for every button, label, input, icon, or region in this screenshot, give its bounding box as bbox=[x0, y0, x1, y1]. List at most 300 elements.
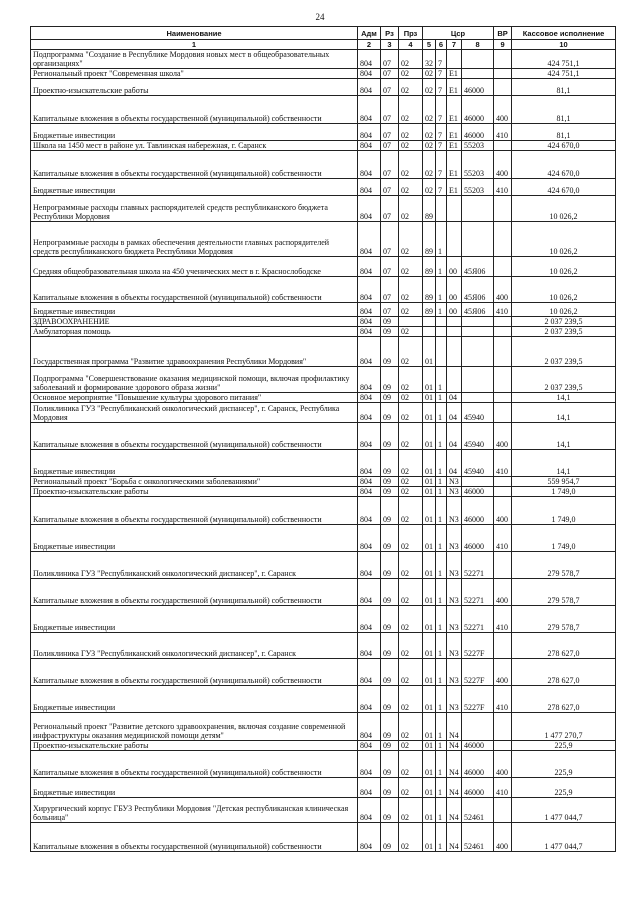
row-name: Бюджетные инвестиции bbox=[31, 525, 358, 552]
row-code-cell: 1 bbox=[436, 497, 447, 525]
table-row bbox=[31, 497, 616, 525]
row-code-cell: 5227F bbox=[462, 686, 494, 713]
row-cash-value: 10 026,2 bbox=[512, 222, 616, 257]
table-row bbox=[31, 96, 616, 124]
row-code-cell: 1 bbox=[436, 367, 447, 393]
row-code-cell: 00 bbox=[447, 303, 462, 317]
table-row bbox=[31, 124, 616, 141]
row-code-cell: 410 bbox=[494, 525, 512, 552]
row-name: Капитальные вложения в объекты государственной (муниципальной) собственности bbox=[31, 579, 358, 606]
row-code-cell: 1 bbox=[436, 633, 447, 659]
row-code-cell: 09 bbox=[381, 450, 399, 477]
row-name: ЗДРАВООХРАНЕНИЕ bbox=[31, 317, 358, 327]
table-row bbox=[31, 393, 616, 403]
col-number: 8 bbox=[462, 40, 494, 50]
row-cash-value: 14,1 bbox=[512, 403, 616, 423]
table-row bbox=[31, 303, 616, 317]
row-name: Капитальные вложения в объекты государственной (муниципальной) собственности bbox=[31, 659, 358, 686]
row-code-cell: 09 bbox=[381, 751, 399, 778]
row-code-cell: 01 bbox=[423, 525, 436, 552]
row-code-cell: 02 bbox=[399, 367, 423, 393]
row-code-cell: 02 bbox=[423, 141, 436, 151]
row-code-cell: N3 bbox=[447, 579, 462, 606]
row-code-cell: 01 bbox=[423, 751, 436, 778]
row-code-cell: 02 bbox=[399, 124, 423, 141]
row-code-cell: 1 bbox=[436, 303, 447, 317]
table-row bbox=[31, 579, 616, 606]
table-row bbox=[31, 257, 616, 277]
row-name: Подпрограмма "Создание в Республике Мордовия новых мест в общеобразовательных организациях" bbox=[31, 50, 358, 69]
table-row bbox=[31, 751, 616, 778]
col-number: 9 bbox=[494, 40, 512, 50]
row-code-cell: 00 bbox=[447, 277, 462, 303]
row-cash-value: 278 627,0 bbox=[512, 633, 616, 659]
row-cash-value: 14,1 bbox=[512, 393, 616, 403]
row-code-cell: 804 bbox=[358, 487, 381, 497]
row-cash-value: 10 026,2 bbox=[512, 303, 616, 317]
row-code-cell: 02 bbox=[399, 393, 423, 403]
row-code-cell: 1 bbox=[436, 277, 447, 303]
row-name: Средняя общеобразовательная школа на 450 ученических мест в г. Краснослободске bbox=[31, 257, 358, 277]
row-code-cell: 410 bbox=[494, 124, 512, 141]
table-row bbox=[31, 317, 616, 327]
row-name: Поликлиника ГУЗ "Республиканский онкологический диспансер", г. Саранск, Республика Мордовия bbox=[31, 403, 358, 423]
row-code-cell: 804 bbox=[358, 393, 381, 403]
row-name: Бюджетные инвестиции bbox=[31, 606, 358, 633]
row-code-cell: 04 bbox=[447, 403, 462, 423]
row-code-cell: 804 bbox=[358, 277, 381, 303]
row-code-cell: 804 bbox=[358, 633, 381, 659]
table-row bbox=[31, 69, 616, 79]
row-code-cell bbox=[399, 317, 423, 327]
row-code-cell: 02 bbox=[423, 96, 436, 124]
row-name: Поликлиника ГУЗ "Республиканский онкологический диспансер", г. Саранск bbox=[31, 633, 358, 659]
row-code-cell: 45940 bbox=[462, 423, 494, 450]
row-code-cell: 02 bbox=[399, 487, 423, 497]
row-code-cell bbox=[447, 317, 462, 327]
row-cash-value: 2 037 239,5 bbox=[512, 367, 616, 393]
row-code-cell: E1 bbox=[447, 141, 462, 151]
row-code-cell: 400 bbox=[494, 277, 512, 303]
row-code-cell bbox=[494, 317, 512, 327]
row-code-cell: 55203 bbox=[462, 151, 494, 179]
row-code-cell: 1 bbox=[436, 423, 447, 450]
row-code-cell: 02 bbox=[399, 497, 423, 525]
row-name: Подпрограмма "Совершенствование оказания медицинской помощи, включая профилактику заболеваний и формирование здорового образа жизни" bbox=[31, 367, 358, 393]
row-code-cell bbox=[494, 552, 512, 579]
row-code-cell: 07 bbox=[381, 277, 399, 303]
row-name: Хирургический корпус ГБУЗ Республики Мордовия "Детская республиканская клиническая больница" bbox=[31, 798, 358, 823]
row-code-cell: 01 bbox=[423, 337, 436, 367]
row-code-cell: 804 bbox=[358, 686, 381, 713]
header-prz: Прз bbox=[399, 27, 423, 40]
row-name: Непрограммные расходы в рамках обеспечения деятельности главных распорядителей средств республиканского бюджета Республики Мордовия bbox=[31, 222, 358, 257]
row-code-cell: 1 bbox=[436, 450, 447, 477]
row-code-cell: 7 bbox=[436, 50, 447, 69]
row-code-cell bbox=[447, 50, 462, 69]
row-code-cell: 32 bbox=[423, 50, 436, 69]
row-name: Капитальные вложения в объекты государственной (муниципальной) собственности bbox=[31, 751, 358, 778]
header-adm: Адм bbox=[358, 27, 381, 40]
row-code-cell: 1 bbox=[436, 686, 447, 713]
row-code-cell: 07 bbox=[381, 257, 399, 277]
row-code-cell: 01 bbox=[423, 633, 436, 659]
row-code-cell bbox=[462, 222, 494, 257]
row-code-cell: 07 bbox=[381, 303, 399, 317]
row-cash-value: 225,9 bbox=[512, 741, 616, 751]
row-cash-value: 278 627,0 bbox=[512, 686, 616, 713]
row-code-cell: N4 bbox=[447, 798, 462, 823]
row-code-cell: 46000 bbox=[462, 497, 494, 525]
header-row bbox=[31, 27, 616, 40]
row-code-cell: 410 bbox=[494, 303, 512, 317]
row-code-cell: 7 bbox=[436, 151, 447, 179]
row-code-cell: 01 bbox=[423, 686, 436, 713]
row-code-cell: 804 bbox=[358, 50, 381, 69]
row-cash-value: 10 026,2 bbox=[512, 257, 616, 277]
row-code-cell: 46000 bbox=[462, 751, 494, 778]
row-code-cell: 1 bbox=[436, 823, 447, 852]
row-code-cell bbox=[494, 141, 512, 151]
row-code-cell: 09 bbox=[381, 579, 399, 606]
row-code-cell: 07 bbox=[381, 151, 399, 179]
row-name: Проектно-изыскательские работы bbox=[31, 487, 358, 497]
table-row bbox=[31, 141, 616, 151]
table-row bbox=[31, 403, 616, 423]
row-code-cell: 09 bbox=[381, 337, 399, 367]
page-number: 24 bbox=[315, 12, 325, 22]
row-code-cell: 46000 bbox=[462, 96, 494, 124]
row-code-cell: 09 bbox=[381, 403, 399, 423]
row-code-cell: 07 bbox=[381, 124, 399, 141]
row-code-cell: 09 bbox=[381, 477, 399, 487]
row-code-cell: 07 bbox=[381, 69, 399, 79]
row-code-cell: 55203 bbox=[462, 179, 494, 196]
row-code-cell: 09 bbox=[381, 823, 399, 852]
row-code-cell: 02 bbox=[399, 69, 423, 79]
table-row bbox=[31, 606, 616, 633]
row-code-cell: 804 bbox=[358, 327, 381, 337]
row-code-cell bbox=[494, 327, 512, 337]
table-row bbox=[31, 450, 616, 477]
row-code-cell: 45940 bbox=[462, 450, 494, 477]
row-code-cell: 804 bbox=[358, 367, 381, 393]
row-code-cell: 46000 bbox=[462, 741, 494, 751]
row-code-cell: 1 bbox=[436, 525, 447, 552]
row-code-cell: 02 bbox=[399, 741, 423, 751]
row-code-cell: 804 bbox=[358, 713, 381, 741]
row-code-cell: 02 bbox=[399, 477, 423, 487]
row-code-cell: 804 bbox=[358, 477, 381, 487]
row-cash-value: 10 026,2 bbox=[512, 196, 616, 222]
row-code-cell: N3 bbox=[447, 525, 462, 552]
row-code-cell: 55203 bbox=[462, 141, 494, 151]
row-code-cell: 02 bbox=[399, 659, 423, 686]
row-code-cell: 45940 bbox=[462, 403, 494, 423]
row-cash-value: 1 749,0 bbox=[512, 487, 616, 497]
row-code-cell: 01 bbox=[423, 798, 436, 823]
row-code-cell bbox=[494, 79, 512, 96]
row-cash-value: 81,1 bbox=[512, 79, 616, 96]
row-code-cell: 09 bbox=[381, 659, 399, 686]
row-code-cell: N3 bbox=[447, 487, 462, 497]
row-code-cell: 89 bbox=[423, 277, 436, 303]
row-code-cell: 1 bbox=[436, 751, 447, 778]
row-code-cell bbox=[494, 487, 512, 497]
row-code-cell: 46000 bbox=[462, 79, 494, 96]
row-code-cell: 02 bbox=[399, 257, 423, 277]
row-code-cell: 45Я06 bbox=[462, 303, 494, 317]
row-name: Капитальные вложения в объекты государственной (муниципальной) собственности bbox=[31, 497, 358, 525]
row-code-cell: 00 bbox=[447, 257, 462, 277]
row-code-cell: 45Я06 bbox=[462, 257, 494, 277]
row-code-cell: 09 bbox=[381, 686, 399, 713]
table-row bbox=[31, 659, 616, 686]
table-row bbox=[31, 179, 616, 196]
row-code-cell: 804 bbox=[358, 69, 381, 79]
row-code-cell: 7 bbox=[436, 124, 447, 141]
row-code-cell: 804 bbox=[358, 423, 381, 450]
row-code-cell: 804 bbox=[358, 303, 381, 317]
row-cash-value: 1 749,0 bbox=[512, 497, 616, 525]
row-cash-value: 279 578,7 bbox=[512, 579, 616, 606]
row-cash-value: 2 037 239,5 bbox=[512, 327, 616, 337]
row-code-cell: 804 bbox=[358, 196, 381, 222]
row-code-cell: 410 bbox=[494, 778, 512, 798]
row-code-cell: 01 bbox=[423, 497, 436, 525]
row-cash-value: 424 670,0 bbox=[512, 141, 616, 151]
row-name: Бюджетные инвестиции bbox=[31, 303, 358, 317]
header-name: Наименование bbox=[31, 27, 358, 40]
row-code-cell bbox=[436, 196, 447, 222]
row-code-cell: 02 bbox=[399, 303, 423, 317]
row-code-cell bbox=[462, 367, 494, 393]
table-row bbox=[31, 713, 616, 741]
row-code-cell: 02 bbox=[423, 124, 436, 141]
row-name: Бюджетные инвестиции bbox=[31, 124, 358, 141]
row-code-cell bbox=[494, 196, 512, 222]
row-code-cell: 410 bbox=[494, 606, 512, 633]
table-row bbox=[31, 525, 616, 552]
row-cash-value: 424 751,1 bbox=[512, 69, 616, 79]
row-cash-value: 1 477 044,7 bbox=[512, 798, 616, 823]
row-code-cell: 02 bbox=[399, 50, 423, 69]
row-name: Поликлиника ГУЗ "Республиканский онкологический диспансер", г. Саранск bbox=[31, 552, 358, 579]
row-code-cell: 804 bbox=[358, 179, 381, 196]
row-code-cell bbox=[462, 196, 494, 222]
row-code-cell: 1 bbox=[436, 741, 447, 751]
row-code-cell: 7 bbox=[436, 141, 447, 151]
row-code-cell: E1 bbox=[447, 79, 462, 96]
row-code-cell: 04 bbox=[447, 423, 462, 450]
row-code-cell: 09 bbox=[381, 367, 399, 393]
header-rz: Рз bbox=[381, 27, 399, 40]
row-code-cell: 09 bbox=[381, 552, 399, 579]
row-code-cell: 09 bbox=[381, 327, 399, 337]
row-name: Капитальные вложения в объекты государственной (муниципальной) собственности bbox=[31, 96, 358, 124]
row-code-cell bbox=[494, 222, 512, 257]
row-code-cell: 09 bbox=[381, 606, 399, 633]
table-row bbox=[31, 633, 616, 659]
row-name: Капитальные вложения в объекты государственной (муниципальной) собственности bbox=[31, 823, 358, 852]
row-code-cell bbox=[494, 393, 512, 403]
row-code-cell bbox=[494, 69, 512, 79]
row-code-cell: 1 bbox=[436, 222, 447, 257]
row-code-cell: 400 bbox=[494, 823, 512, 852]
row-code-cell: N3 bbox=[447, 497, 462, 525]
row-code-cell: 02 bbox=[399, 179, 423, 196]
row-cash-value: 278 627,0 bbox=[512, 659, 616, 686]
row-code-cell: 01 bbox=[423, 367, 436, 393]
row-code-cell: 09 bbox=[381, 487, 399, 497]
row-code-cell bbox=[462, 337, 494, 367]
table-row bbox=[31, 79, 616, 96]
row-code-cell: 804 bbox=[358, 823, 381, 852]
row-code-cell: 02 bbox=[399, 633, 423, 659]
row-code-cell: 46000 bbox=[462, 525, 494, 552]
row-name: Бюджетные инвестиции bbox=[31, 179, 358, 196]
row-code-cell: 01 bbox=[423, 450, 436, 477]
row-code-cell: 410 bbox=[494, 450, 512, 477]
row-code-cell: 02 bbox=[399, 606, 423, 633]
table-row bbox=[31, 798, 616, 823]
table-row bbox=[31, 337, 616, 367]
row-code-cell: 1 bbox=[436, 477, 447, 487]
table-row bbox=[31, 552, 616, 579]
row-code-cell: 45Я06 bbox=[462, 277, 494, 303]
row-code-cell: 04 bbox=[447, 393, 462, 403]
row-code-cell bbox=[494, 403, 512, 423]
row-name: Бюджетные инвестиции bbox=[31, 686, 358, 713]
row-code-cell: E1 bbox=[447, 69, 462, 79]
row-code-cell: 02 bbox=[399, 327, 423, 337]
row-code-cell: 07 bbox=[381, 179, 399, 196]
row-cash-value: 424 670,0 bbox=[512, 179, 616, 196]
row-code-cell: 01 bbox=[423, 741, 436, 751]
row-cash-value: 81,1 bbox=[512, 96, 616, 124]
row-code-cell: 09 bbox=[381, 798, 399, 823]
row-code-cell bbox=[462, 713, 494, 741]
row-code-cell: 09 bbox=[381, 393, 399, 403]
row-code-cell: 804 bbox=[358, 659, 381, 686]
row-code-cell: 410 bbox=[494, 686, 512, 713]
row-name: Бюджетные инвестиции bbox=[31, 778, 358, 798]
row-cash-value: 1 477 270,7 bbox=[512, 713, 616, 741]
row-code-cell: 1 bbox=[436, 606, 447, 633]
row-code-cell: 804 bbox=[358, 450, 381, 477]
row-code-cell: E1 bbox=[447, 179, 462, 196]
table-row bbox=[31, 151, 616, 179]
col-number: 1 bbox=[31, 40, 358, 50]
row-code-cell: 02 bbox=[399, 403, 423, 423]
row-code-cell: 02 bbox=[399, 778, 423, 798]
row-code-cell: N3 bbox=[447, 659, 462, 686]
row-name: Капитальные вложения в объекты государственной (муниципальной) собственности bbox=[31, 151, 358, 179]
table-row bbox=[31, 327, 616, 337]
row-code-cell: 804 bbox=[358, 141, 381, 151]
row-code-cell: 01 bbox=[423, 713, 436, 741]
row-code-cell: 1 bbox=[436, 487, 447, 497]
row-code-cell: 89 bbox=[423, 303, 436, 317]
row-code-cell: 804 bbox=[358, 403, 381, 423]
row-code-cell bbox=[436, 337, 447, 367]
row-code-cell: N3 bbox=[447, 686, 462, 713]
col-number: 3 bbox=[381, 40, 399, 50]
row-code-cell: 07 bbox=[381, 50, 399, 69]
row-cash-value: 279 578,7 bbox=[512, 552, 616, 579]
table-row bbox=[31, 196, 616, 222]
row-name: Капитальные вложения в объекты государственной (муниципальной) собственности bbox=[31, 277, 358, 303]
row-cash-value: 225,9 bbox=[512, 778, 616, 798]
header-cash: Кассовое исполнение bbox=[512, 27, 616, 40]
row-code-cell: 01 bbox=[423, 778, 436, 798]
row-code-cell bbox=[494, 337, 512, 367]
table-row bbox=[31, 778, 616, 798]
row-code-cell: 01 bbox=[423, 477, 436, 487]
row-cash-value: 1 749,0 bbox=[512, 525, 616, 552]
row-name: Основное мероприятие "Повышение культуры здорового питания" bbox=[31, 393, 358, 403]
row-code-cell: 1 bbox=[436, 713, 447, 741]
row-code-cell: 804 bbox=[358, 525, 381, 552]
row-code-cell: 1 bbox=[436, 552, 447, 579]
row-code-cell: 1 bbox=[436, 778, 447, 798]
row-code-cell: 02 bbox=[399, 423, 423, 450]
row-code-cell: 400 bbox=[494, 96, 512, 124]
col-number: 6 bbox=[436, 40, 447, 50]
header-vr: ВР bbox=[494, 27, 512, 40]
row-code-cell: 52461 bbox=[462, 823, 494, 852]
row-code-cell: 09 bbox=[381, 713, 399, 741]
table-row bbox=[31, 50, 616, 69]
row-code-cell bbox=[462, 69, 494, 79]
row-code-cell bbox=[423, 327, 436, 337]
row-code-cell: 07 bbox=[381, 222, 399, 257]
row-code-cell: 89 bbox=[423, 257, 436, 277]
row-name: Бюджетные инвестиции bbox=[31, 450, 358, 477]
row-code-cell: 1 bbox=[436, 257, 447, 277]
row-cash-value: 279 578,7 bbox=[512, 606, 616, 633]
row-code-cell: 02 bbox=[399, 450, 423, 477]
row-cash-value: 14,1 bbox=[512, 450, 616, 477]
row-code-cell: N4 bbox=[447, 713, 462, 741]
row-code-cell: 804 bbox=[358, 741, 381, 751]
row-code-cell: N3 bbox=[447, 552, 462, 579]
row-name: Государственная программа "Развитие здравоохранения Республики Мордовия" bbox=[31, 337, 358, 367]
row-code-cell: 400 bbox=[494, 659, 512, 686]
row-code-cell bbox=[447, 367, 462, 393]
row-code-cell bbox=[494, 713, 512, 741]
row-cash-value: 424 670,0 bbox=[512, 151, 616, 179]
row-code-cell: 01 bbox=[423, 579, 436, 606]
row-code-cell bbox=[436, 327, 447, 337]
row-code-cell bbox=[494, 741, 512, 751]
row-code-cell: 52271 bbox=[462, 606, 494, 633]
row-code-cell: 02 bbox=[423, 79, 436, 96]
row-code-cell: 46000 bbox=[462, 124, 494, 141]
row-code-cell: 02 bbox=[399, 96, 423, 124]
row-cash-value: 2 037 239,5 bbox=[512, 337, 616, 367]
row-code-cell: 400 bbox=[494, 579, 512, 606]
row-cash-value: 81,1 bbox=[512, 124, 616, 141]
row-code-cell: 7 bbox=[436, 69, 447, 79]
row-name: Проектно-изыскательские работы bbox=[31, 79, 358, 96]
row-code-cell: 400 bbox=[494, 151, 512, 179]
row-code-cell: 1 bbox=[436, 393, 447, 403]
row-code-cell: 09 bbox=[381, 317, 399, 327]
row-code-cell: 46000 bbox=[462, 778, 494, 798]
row-code-cell: 02 bbox=[423, 69, 436, 79]
row-code-cell: 804 bbox=[358, 337, 381, 367]
